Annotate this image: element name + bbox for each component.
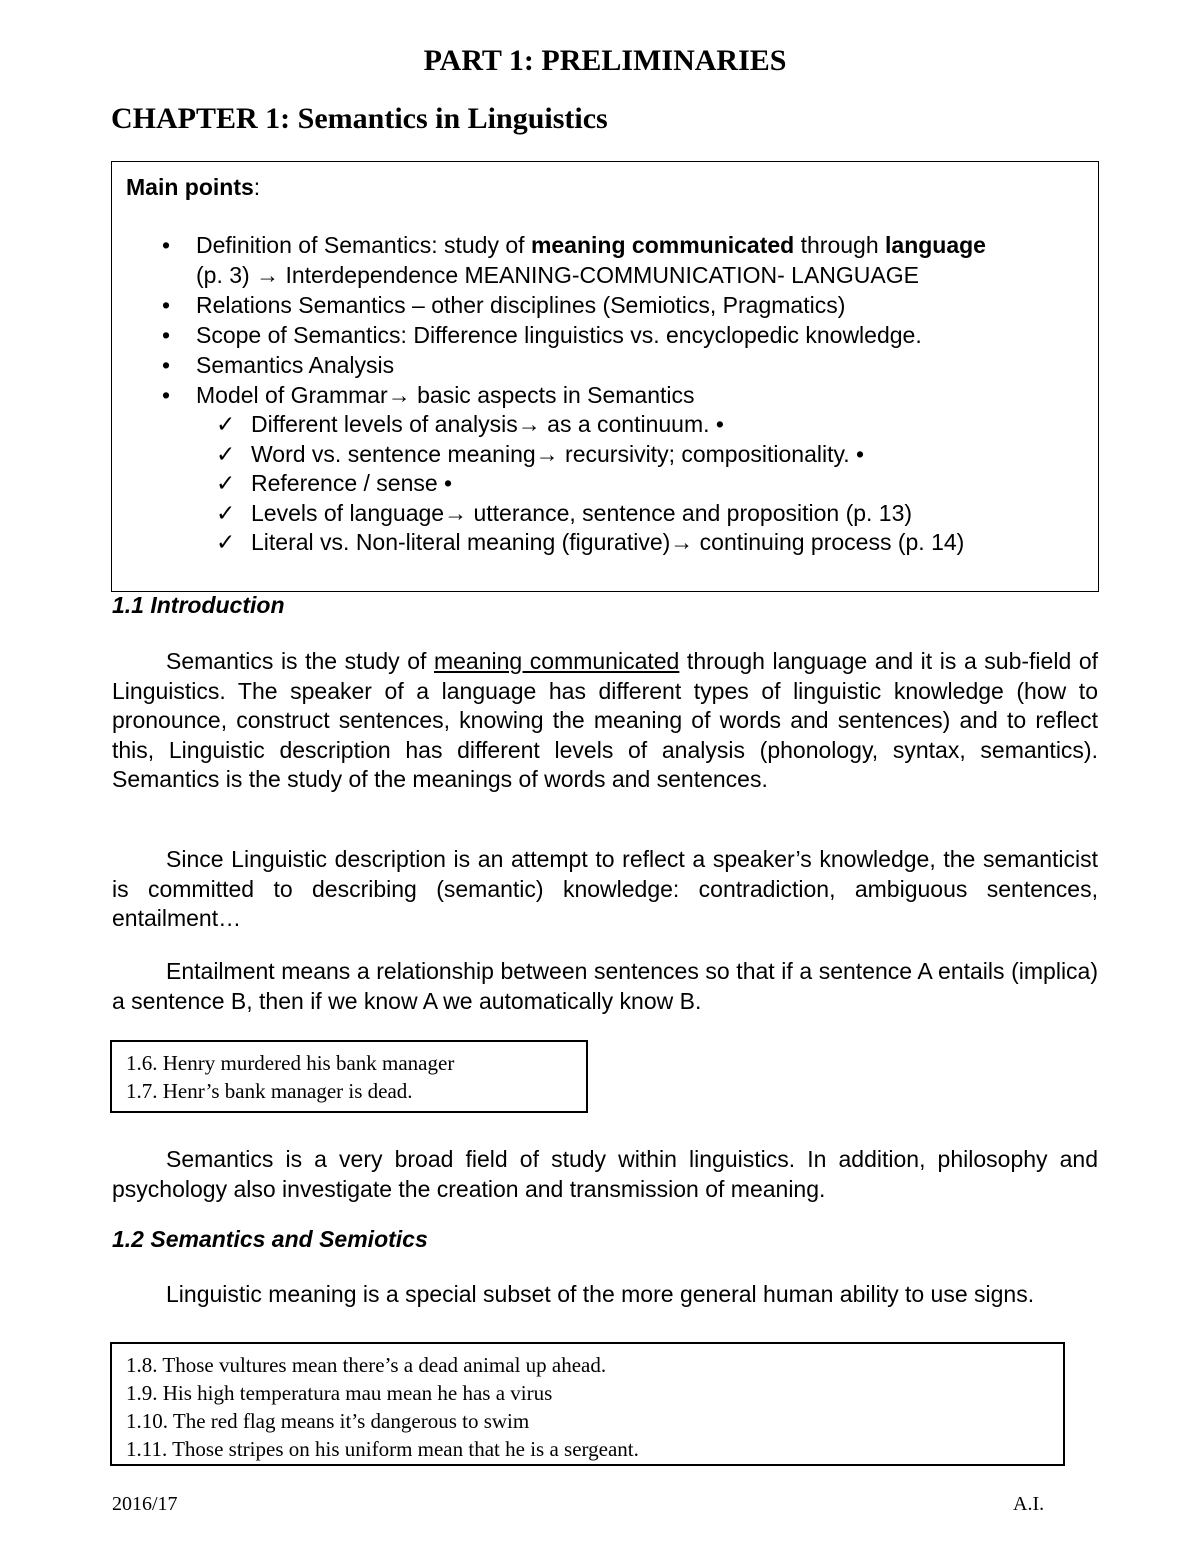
sub-list-item: ✓ Levels of language→ utterance, sentence and proposition (p. 13): [112, 499, 1098, 529]
list-item: • Model of Grammar→ basic aspects in Semantics: [162, 382, 695, 408]
paragraph-broad-field: Semantics is a very broad field of study within linguistics. In addition, philosophy and psychology also investigate the creation and transmission of meaning.: [112, 1146, 1098, 1202]
sub-list-item: ✓ Reference / sense •: [112, 469, 1098, 499]
paragraph-entailment: Entailment means a relationship between sentences so that if a sentence A entails (implica) a sentence B, then if we know A we automatically know B.: [112, 958, 1098, 1014]
bullet-icon: •: [162, 352, 171, 378]
bullet-icon: •: [162, 292, 171, 318]
paragraph-intro: Semantics is the study of meaning communicated through language and it is a sub-field of Linguistics. The speaker of a language has different types of linguistic knowledge (how to pronounce, construct sentences, knowing the meaning of words and sentences) and to reflect this, Linguistic description has different levels of analysis (phonology, syntax, semantics). Semantics is the study of the meanings of words and sentences.: [112, 648, 1098, 792]
bullet-icon: •: [162, 232, 171, 258]
example-sentence: 1.7. Henr’s bank manager is dead.: [126, 1079, 413, 1103]
sub-list-item: ✓ Different levels of analysis→ as a continuum. •: [112, 410, 1098, 440]
checkmark-icon: ✓: [216, 470, 236, 496]
list-item: • Scope of Semantics: Difference linguistics vs. encyclopedic knowledge.: [162, 322, 922, 348]
checkmark-icon: ✓: [216, 529, 236, 555]
example-sentence: 1.6. Henry murdered his bank manager: [126, 1051, 455, 1075]
footer-initials: A.I.: [1013, 1493, 1045, 1515]
examples-box-signs: [110, 1342, 1065, 1466]
part-title: PART 1: PRELIMINARIES: [423, 44, 787, 77]
list-item: • Relations Semantics – other disciplines (Semiotics, Pragmatics): [162, 292, 846, 318]
chapter-title: CHAPTER 1: Semantics in Linguistics: [111, 102, 608, 135]
list-item: • Semantics Analysis: [162, 352, 395, 378]
main-points-label: Main points:: [126, 174, 261, 200]
checkmark-icon: ✓: [216, 411, 236, 437]
sub-list-item: ✓ Word vs. sentence meaning→ recursivity; compositionality. •: [112, 440, 1098, 470]
list-item: • Definition of Semantics: study of meaning communicated through language (p. 3) → Interdependence MEANING-COMMUNICATION- LANGUAGE: [162, 232, 986, 288]
checkmark-icon: ✓: [216, 440, 236, 467]
example-sentence: 1.8. Those vultures mean there’s a dead animal up ahead.: [126, 1353, 607, 1377]
bullet-icon: •: [162, 322, 171, 348]
main-points-list: [112, 230, 1098, 558]
example-sentence: 1.9. His high temperatura mau mean he has a virus: [126, 1381, 553, 1405]
section-heading-semiotics: 1.2 Semantics and Semiotics: [112, 1226, 428, 1252]
bullet-icon: •: [162, 382, 171, 408]
examples-box-entailment: [110, 1040, 588, 1113]
section-heading-introduction: 1.1 Introduction: [112, 592, 285, 618]
checkmark-icon: ✓: [216, 499, 236, 526]
example-sentence: 1.11. Those stripes on his uniform mean that he is a sergeant.: [126, 1437, 639, 1461]
footer-year: 2016/17: [112, 1493, 178, 1515]
sub-list-item: ✓ Literal vs. Non-literal meaning (figurative)→ continuing process (p. 14): [112, 528, 1098, 558]
example-sentence: 1.10. The red flag means it’s dangerous to swim: [126, 1409, 530, 1433]
paragraph-linguistic-description: Since Linguistic description is an attempt to reflect a speaker’s knowledge, the semanticist is committed to describing (semantic) knowledge: contradiction, ambiguous sentences, entailment…: [112, 846, 1098, 931]
main-points-box: [111, 161, 1099, 592]
paragraph-signs: Linguistic meaning is a special subset of the more general human ability to use signs.: [166, 1281, 1035, 1307]
